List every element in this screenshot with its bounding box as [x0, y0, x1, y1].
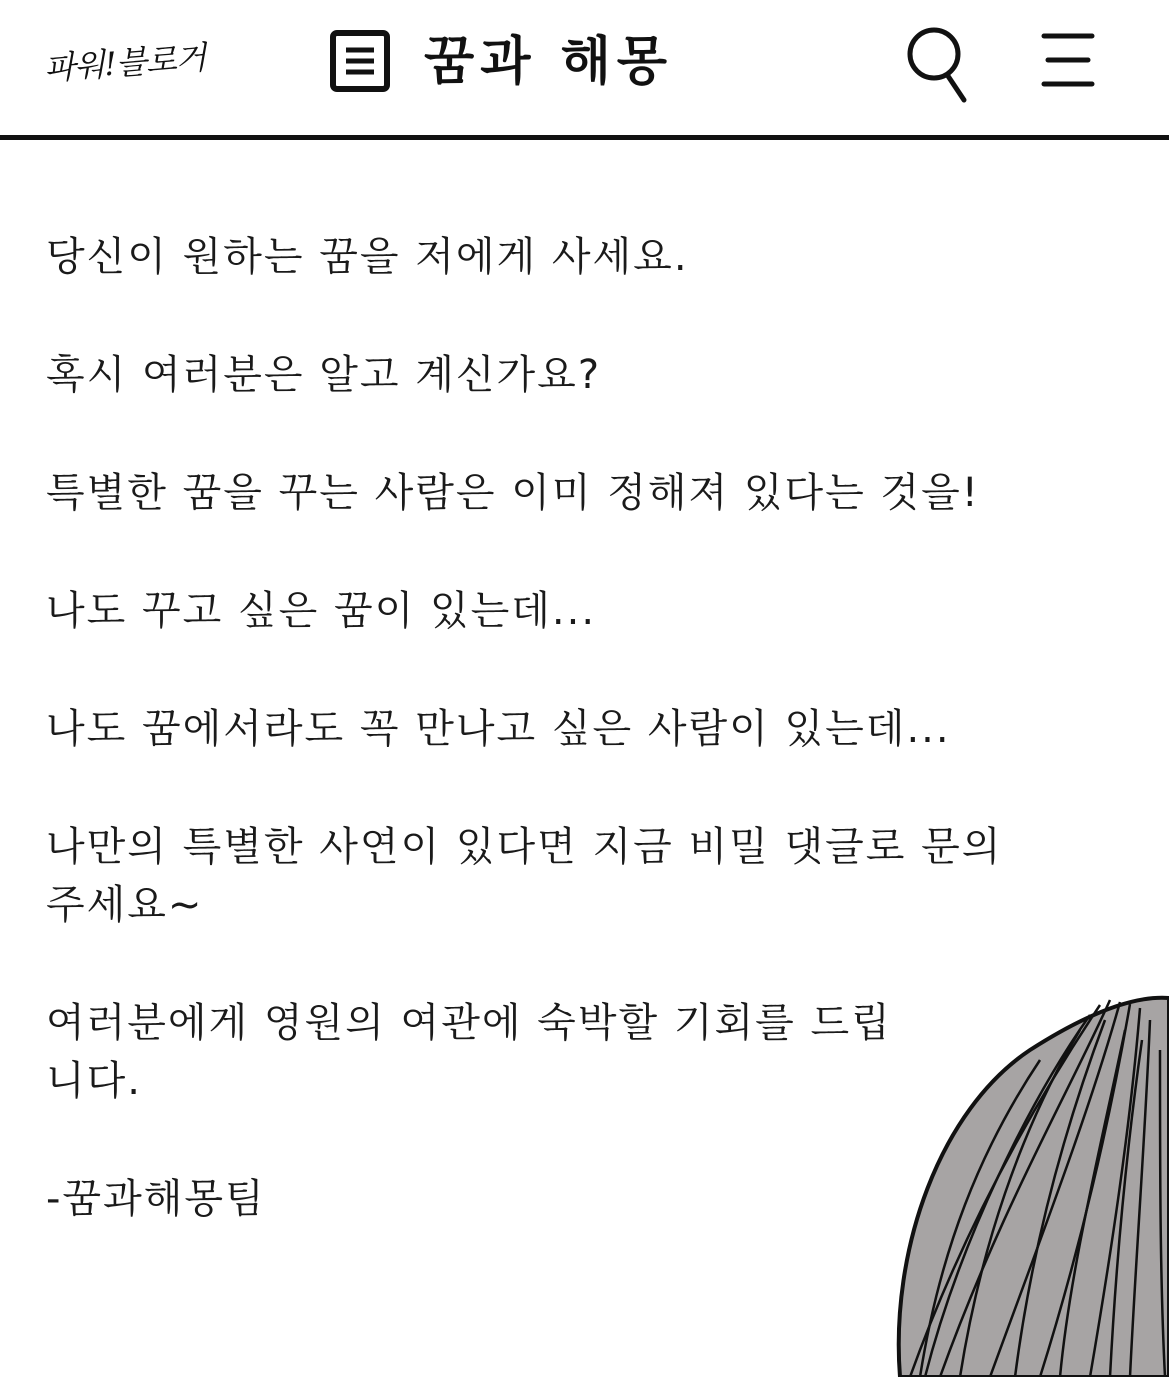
paragraph: 나만의 특별한 사연이 있다면 지금 비밀 댓글로 문의 주세요~ [46, 824, 1003, 928]
top-navigation-bar [0, 0, 1169, 140]
paragraph: 당신이 원하는 꿈을 저에게 사세요. [46, 234, 689, 280]
signature: -꿈과해몽팀 [46, 1176, 266, 1222]
paragraph: 나도 꿈에서라도 꼭 만나고 싶은 사람이 있는데... [46, 706, 951, 752]
page-title: 꿈과 해몽 [424, 32, 674, 92]
paragraph: 특별한 꿈을 꾸는 사람은 이미 정해져 있다는 것을! [46, 470, 980, 516]
hair-illustration [880, 990, 1169, 1377]
paragraph: 나도 꾸고 싶은 꿈이 있는데... [46, 588, 597, 634]
menu-icon[interactable] [1040, 30, 1096, 90]
search-icon[interactable] [906, 24, 970, 104]
document-icon[interactable] [330, 30, 390, 92]
brand-logo[interactable]: 파워!블로거 [43, 38, 207, 88]
paragraph: 여러분에게 영원의 여관에 숙박할 기회를 드립니다. [46, 1000, 892, 1104]
paragraph: 혹시 여러분은 알고 계신가요? [46, 352, 602, 398]
